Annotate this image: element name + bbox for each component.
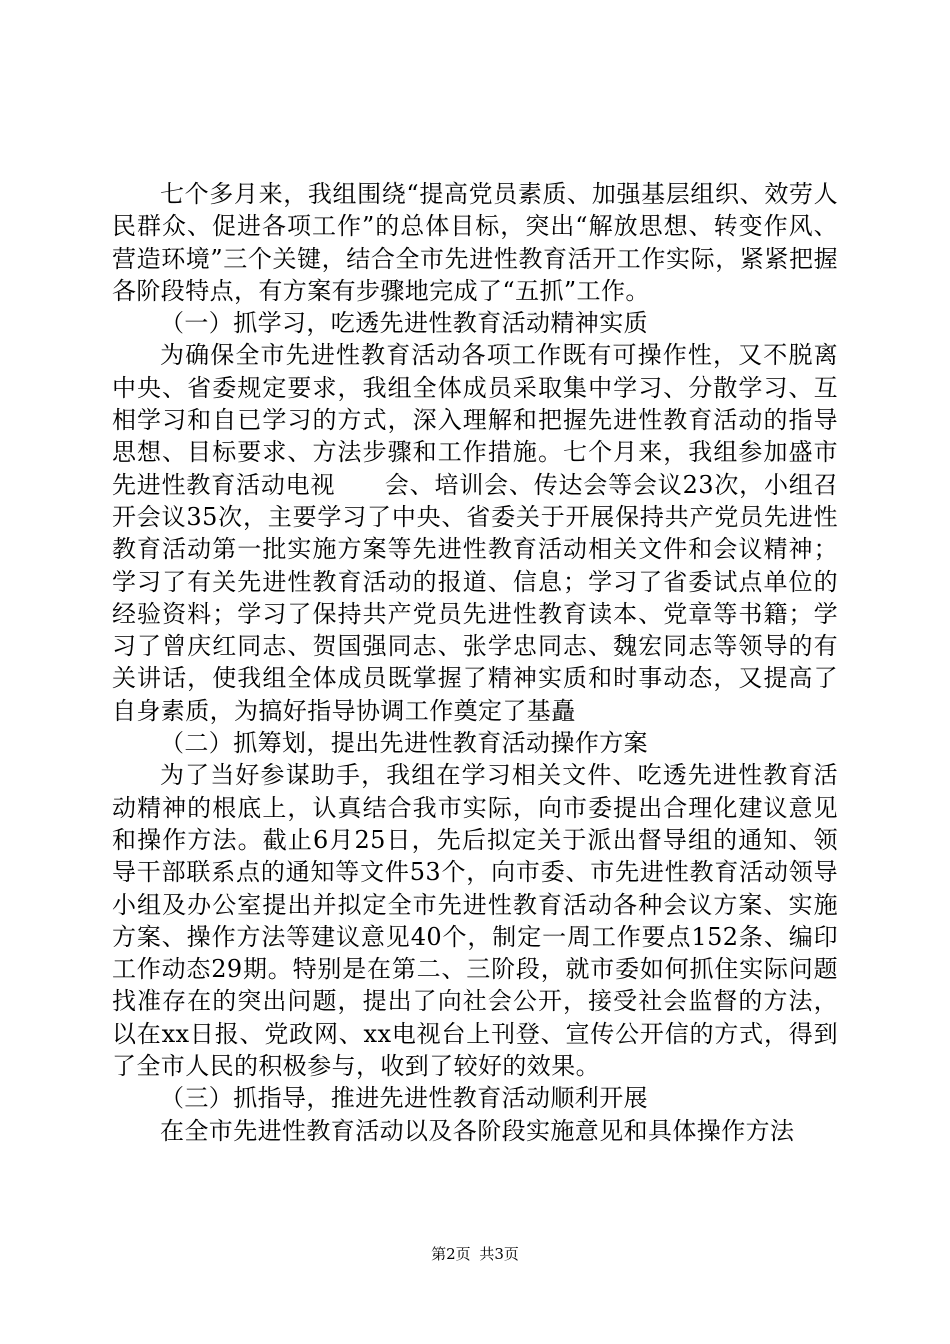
- paragraph: 在全市先进性教育活动以及各阶段实施意见和具体操作方法: [160, 1116, 795, 1145]
- paragraph: 为确保全市先进性教育活动各项工作既有可操作性，又不脱离中央、省委规定要求，我组全体成员采取集中学习、分散学习、互相学习和自已学习的方式，深入理解和把握先进性教育活动的指导思想、目标要求、方法步骤和工作措施。七个月来，我组参加盛市先进性教育活动电视 会、培训会、传达会等会议23次，小组召开会议35次，主要学习了中央、省委关于开展保持共产党员先进性教育活动第一批实施方案等先进性教育活动相关文件和会议精神；学习了有关先进性教育活动的报道、信息；学习了省委试点单位的经验资料；学习了保持共产党员先进性教育读本、党章等书籍；学习了曾庆红同志、贺国强同志、张学忠同志、魏宏同志等领导的有关讲话，使我组全体成员既掌握了精神实质和时事动态，又提高了自身素质，为搞好指导协调工作奠定了基矗: [112, 341, 838, 725]
- section-heading: （三）抓指导，推进先进性教育活动顺利开展: [160, 1084, 648, 1113]
- section-heading: （二）抓筹划，提出先进性教育活动操作方案: [160, 729, 648, 758]
- section-heading: （一）抓学习，吃透先进性教育活动精神实质: [160, 309, 648, 338]
- paragraph: 为了当好参谋助手，我组在学习相关文件、吃透先进性教育活动精神的根底上，认真结合我市实际，向市委提出合理化建议意见和操作方法。截止6月25日，先后拟定关于派出督导组的通知、领导干部联系点的通知等文件53个，向市委、市先进性教育活动领导小组及办公室提出并拟定全市先进性教育活动各种会议方案、实施方案、操作方法等建议意见40个，制定一周工作要点152条、编印工作动态29期。特别是在第二、三阶段，就市委如何抓住实际问题找准存在的突出问题，提出了向社会公开，接受社会监督的方法，以在xx日报、党政网、xx电视台上刊登、宣传公开信的方式，得到了全市人民的积极参与，收到了较好的效果。: [112, 761, 838, 1081]
- page-number: 第2页: [431, 1245, 471, 1263]
- document-body: [112, 178, 838, 1147]
- page-footer: [0, 1244, 950, 1264]
- page-total: 共3页: [479, 1245, 519, 1263]
- paragraph: 七个多月来，我组围绕“提高党员素质、加强基层组织、效劳人民群众、促进各项工作”的总体目标，突出“解放思想、转变作风、营造环境”三个关键，结合全市先进性教育活开工作实际，紧紧把握各阶段特点，有方案有步骤地完成了“五抓”工作。: [112, 180, 838, 305]
